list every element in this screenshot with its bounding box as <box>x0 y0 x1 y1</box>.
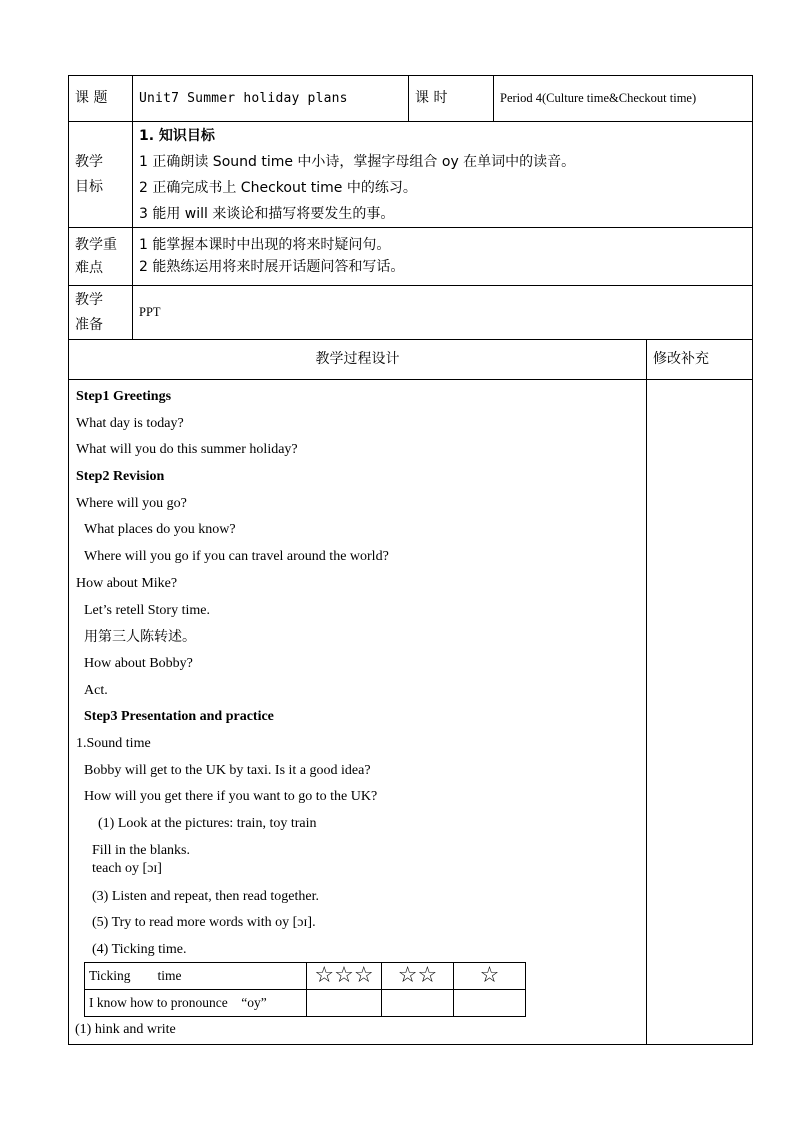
goal-item: 3 能用 will 来谈论和描写将要发生的事。 <box>139 206 395 222</box>
step-heading: Step2 Revision <box>76 469 165 485</box>
notes-column <box>647 380 753 1045</box>
process-line: (5) Try to read more words with oy [ɔɪ]. <box>92 915 316 931</box>
tick-box[interactable] <box>454 990 526 1017</box>
period-value: Period 4(Culture time&Checkout time) <box>494 76 753 122</box>
process-line: 用第三人陈转述。 <box>84 629 196 646</box>
preparation-value: PPT <box>133 286 753 340</box>
process-line: Let’s retell Story time. <box>84 602 210 618</box>
difficulties-row <box>69 228 753 286</box>
difficulties-label <box>69 228 133 286</box>
one-star-cell <box>454 963 526 990</box>
process-line: teach oy [ɔɪ] <box>92 860 162 876</box>
topic-label: 课 题 <box>69 76 133 122</box>
period-label: 课 时 <box>409 76 494 122</box>
process-line: Where will you go if you can travel around the world? <box>84 549 389 565</box>
difficulty-item: 2 能熟练运用将来时展开话题问答和写话。 <box>139 259 405 275</box>
star-icon: ☆☆ <box>397 962 438 988</box>
ticking-header-label: Ticking time <box>85 963 307 990</box>
three-star-cell <box>307 963 382 990</box>
preparation-label <box>69 286 133 340</box>
preparation-label-line1: 教学 <box>75 291 103 308</box>
two-star-cell <box>382 963 454 990</box>
process-line: 1.Sound time <box>76 735 151 751</box>
process-line: Bobby will get to the UK by taxi. Is it a good idea? <box>84 762 371 778</box>
process-line: How about Bobby? <box>84 655 193 671</box>
difficulties-label-line2: 难点 <box>75 259 103 276</box>
ticking-header-row <box>85 963 526 990</box>
process-line: (3) Listen and repeat, then read together. <box>92 888 320 904</box>
goal-item: 1 正确朗读 Sound time 中小诗，掌握字母组合 oy 在单词中的读音。 <box>139 154 576 170</box>
process-line: What will you do this summer holiday? <box>76 442 298 458</box>
difficulties-label-line1: 教学重 <box>75 236 117 253</box>
goals-label <box>69 122 133 228</box>
goals-row <box>69 122 753 228</box>
tick-box[interactable] <box>307 990 382 1017</box>
process-line: Where will you go? <box>76 495 187 511</box>
preparation-label-line2: 准备 <box>75 316 103 333</box>
difficulties-content <box>133 228 753 286</box>
lesson-plan-table <box>68 75 753 1045</box>
notes-heading: 修改补充 <box>647 340 753 380</box>
preparation-row <box>69 286 753 340</box>
process-line: (1) hink and write <box>75 1022 176 1038</box>
star-icon: ☆ <box>479 962 500 988</box>
star-icon: ☆☆☆ <box>314 962 374 988</box>
goal-item: 1. 知识目标 <box>139 128 215 144</box>
process-line: Act. <box>84 682 108 698</box>
process-content-row <box>69 380 753 1045</box>
ticking-table <box>84 962 526 1017</box>
process-line: What places do you know? <box>84 522 236 538</box>
process-content <box>69 380 647 1045</box>
difficulty-item: 1 能掌握本课时中出现的将来时疑问句。 <box>139 237 391 253</box>
step-heading: Step1 Greetings <box>76 389 172 404</box>
goal-item: 2 正确完成书上 Checkout time 中的练习。 <box>139 180 417 196</box>
goals-content <box>133 122 753 228</box>
topic-value: Unit7 Summer holiday plans <box>133 76 409 122</box>
process-heading: 教学过程设计 <box>69 340 647 380</box>
ticking-row <box>85 990 526 1017</box>
process-line: How will you get there if you want to go to the UK? <box>84 789 378 805</box>
goals-label-line2: 目标 <box>75 178 103 195</box>
process-line: (4) Ticking time. <box>92 942 187 958</box>
tick-box[interactable] <box>382 990 454 1017</box>
process-line: What day is today? <box>76 415 184 431</box>
process-heading-row <box>69 340 753 380</box>
process-line: (1) Look at the pictures: train, toy train <box>98 816 317 831</box>
header-row <box>69 76 753 122</box>
process-line: Fill in the blanks. <box>92 842 190 858</box>
step-heading: Step3 Presentation and practice <box>84 709 274 725</box>
ticking-row-label: I know how to pronounce “oy” <box>85 990 307 1017</box>
process-line: How about Mike? <box>76 575 178 591</box>
goals-label-line1: 教学 <box>75 153 103 170</box>
